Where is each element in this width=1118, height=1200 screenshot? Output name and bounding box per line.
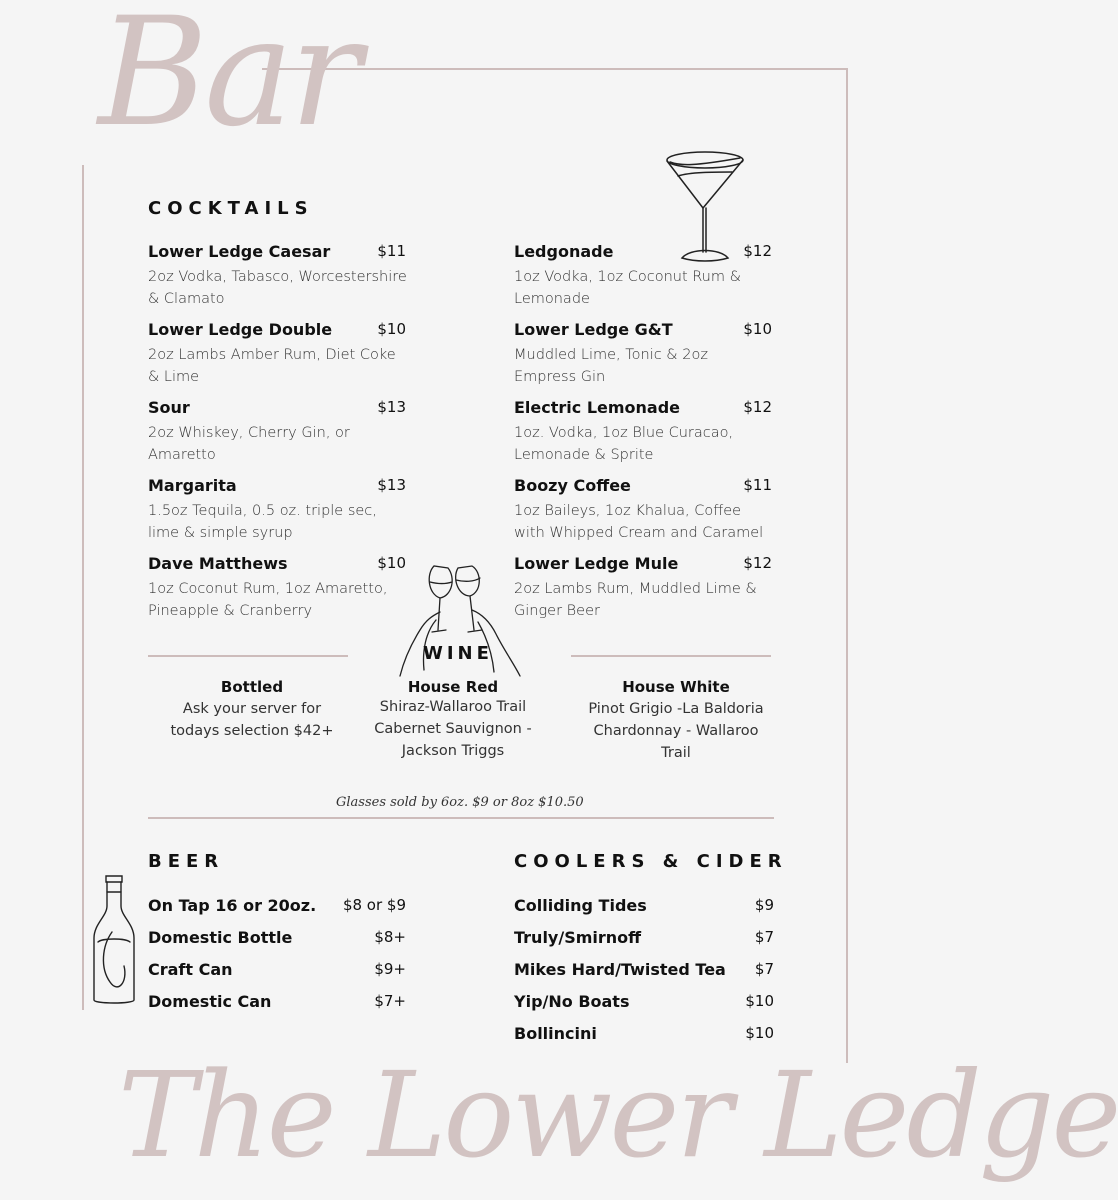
cooler-name: Truly/Smirnoff — [514, 928, 642, 947]
cocktail-name: Ledgonade — [514, 242, 614, 261]
cooler-price: $9 — [754, 896, 774, 914]
wine-house-white-name: House White — [622, 678, 730, 696]
cocktail-item — [514, 554, 776, 632]
cooler-item — [514, 896, 776, 928]
beer-price: $7+ — [374, 992, 406, 1010]
cocktail-desc: Muddled Lime, Tonic & 2oz Empress Gin — [514, 347, 708, 385]
cooler-name: Bollincini — [514, 1024, 597, 1043]
coolers-list — [514, 896, 776, 1056]
cooler-price: $7 — [754, 960, 774, 978]
wine-glass-note: Glasses sold by 6oz. $9 or 8oz $10.50 — [336, 795, 584, 810]
cocktail-name: Lower Ledge G&T — [514, 320, 673, 339]
wine-house-white-desc: Pinot Grigio -La Baldoria Chardonnay - Wallaroo Trail — [588, 701, 764, 761]
wine-house-red-name: House Red — [407, 678, 499, 696]
frame-left-line — [82, 165, 84, 1010]
cocktail-item — [514, 476, 776, 554]
beer-name: Domestic Can — [148, 992, 272, 1011]
cooler-name: Yip/No Boats — [514, 992, 630, 1011]
wine-house-red — [346, 678, 560, 762]
cocktail-item — [514, 398, 776, 476]
wine-divider-right — [571, 655, 771, 657]
cocktail-desc: 1oz Vodka, 1oz Coconut Rum & Lemonade — [514, 269, 741, 307]
cocktail-desc: 1oz. Vodka, 1oz Blue Curacao, Lemonade & Sprite — [514, 425, 734, 463]
cocktail-item — [514, 320, 776, 398]
beer-bottle-icon — [88, 872, 140, 1008]
cocktail-name: Margarita — [148, 476, 237, 495]
beer-item — [148, 960, 408, 992]
cocktail-item — [148, 242, 410, 320]
cocktail-price: $10 — [377, 320, 406, 338]
wine-divider-left — [148, 655, 348, 657]
beer-name: On Tap 16 or 20oz. — [148, 896, 317, 915]
cocktail-name: Lower Ledge Double — [148, 320, 333, 339]
cooler-name: Colliding Tides — [514, 896, 647, 915]
cocktail-desc: 1.5oz Tequila, 0.5 oz. triple sec, lime & simple syrup — [148, 503, 377, 541]
cocktail-item — [148, 476, 410, 554]
script-title: Bar — [98, 0, 358, 160]
cooler-price: $7 — [754, 928, 774, 946]
wine-house-red-desc: Shiraz-Wallaroo Trail Cabernet Sauvignon - Jackson Triggs — [374, 699, 532, 759]
cooler-item — [514, 928, 776, 960]
cocktail-price: $11 — [377, 242, 406, 260]
wine-bottled — [164, 678, 340, 742]
cocktail-item — [148, 554, 410, 632]
cocktail-name: Lower Ledge Mule — [514, 554, 679, 573]
cocktail-price: $11 — [743, 476, 772, 494]
cocktail-desc: 2oz Lambs Amber Rum, Diet Coke & Lime — [148, 347, 396, 385]
cocktail-price: $12 — [743, 398, 772, 416]
coolers-heading: COOLERS & CIDER — [514, 851, 788, 872]
cocktail-desc: 1oz Coconut Rum, 1oz Amaretto, Pineapple & Cranberry — [148, 581, 388, 619]
cocktail-name: Electric Lemonade — [514, 398, 681, 417]
cocktails-left-column — [148, 242, 410, 632]
cooler-name: Mikes Hard/Twisted Tea — [514, 960, 726, 979]
beer-price: $9+ — [374, 960, 406, 978]
cocktail-name: Lower Ledge Caesar — [148, 242, 331, 261]
beer-name: Domestic Bottle — [148, 928, 293, 947]
cocktail-desc: 2oz Vodka, Tabasco, Worcestershire & Clamato — [148, 269, 407, 307]
beer-item — [148, 896, 408, 928]
beer-name: Craft Can — [148, 960, 233, 979]
beer-price: $8+ — [374, 928, 406, 946]
beer-item — [148, 992, 408, 1024]
cocktail-name: Sour — [148, 398, 190, 417]
wine-bottled-desc: Ask your server for todays selection $42+ — [170, 701, 334, 739]
cocktail-price: $12 — [743, 554, 772, 572]
cocktail-price: $12 — [743, 242, 772, 260]
cooler-item — [514, 960, 776, 992]
cocktail-desc: 2oz Whiskey, Cherry Gin, or Amaretto — [148, 425, 350, 463]
cocktail-desc: 1oz Baileys, 1oz Khalua, Coffee with Whipped Cream and Caramel — [514, 503, 764, 541]
cooler-item — [514, 992, 776, 1024]
wine-bottom-line — [148, 817, 774, 819]
cocktail-item — [148, 320, 410, 398]
cocktails-right-column — [514, 242, 776, 632]
cocktail-price: $13 — [377, 476, 406, 494]
beer-item — [148, 928, 408, 960]
wine-house-white — [588, 678, 764, 764]
cooler-price: $10 — [745, 1024, 774, 1042]
cocktail-name: Dave Matthews — [148, 554, 288, 573]
cocktail-price: $10 — [377, 554, 406, 572]
beer-list — [148, 896, 408, 1024]
frame-right-line — [846, 68, 848, 1063]
cocktail-desc: 2oz Lambs Rum, Muddled Lime & Ginger Beer — [514, 581, 757, 619]
cocktail-item — [148, 398, 410, 476]
cocktail-item — [514, 242, 776, 320]
wine-heading: WINE — [423, 643, 493, 664]
beer-heading: BEER — [148, 851, 225, 872]
cocktail-name: Boozy Coffee — [514, 476, 631, 495]
wine-bottled-name: Bottled — [220, 678, 284, 696]
script-footer-name: The Lower Ledge — [118, 1046, 1118, 1184]
cocktails-heading: COCKTAILS — [148, 198, 314, 219]
cocktail-price: $13 — [377, 398, 406, 416]
beer-price: $8 or $9 — [342, 896, 406, 914]
cocktail-price: $10 — [743, 320, 772, 338]
cooler-price: $10 — [745, 992, 774, 1010]
